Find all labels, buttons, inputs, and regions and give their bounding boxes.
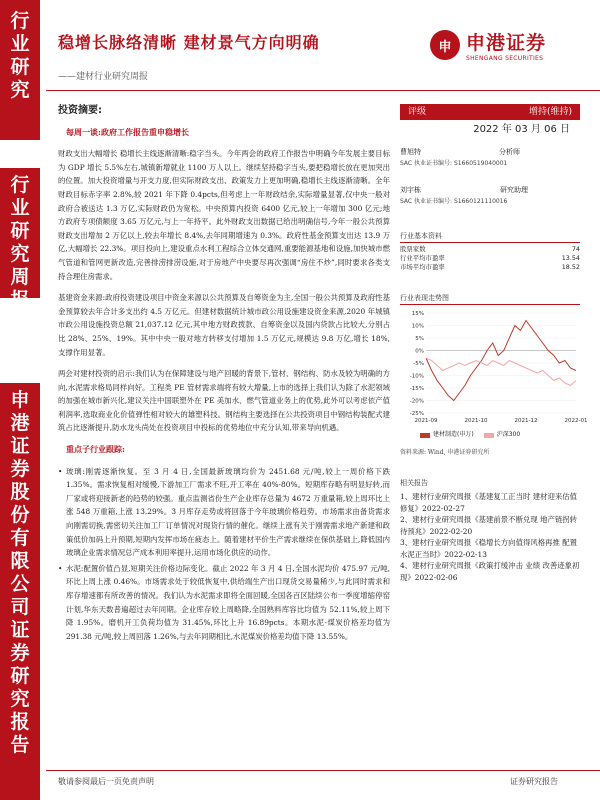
basics-title: 行业基本资料 xyxy=(400,230,580,243)
sidebar-char: 究 xyxy=(10,243,30,265)
sidebar-char: 业 xyxy=(10,197,30,219)
chart-source: 资料来源: Wind, 申港证券研究所 xyxy=(400,449,490,456)
report-subtitle: ——建材行业研究周报 xyxy=(58,72,149,82)
x-tick-label: 2021-10 xyxy=(464,418,488,424)
x-tick-label: 2021-12 xyxy=(514,418,538,424)
sidebar-char: 研 xyxy=(10,665,30,687)
legend-label: 建材制造(申万) xyxy=(433,431,474,438)
sidebar-char: 周 xyxy=(10,266,30,288)
chart-title: 行业表现走势图 xyxy=(400,292,580,305)
header-divider xyxy=(46,90,600,91)
sidebar-char: 司 xyxy=(10,596,30,618)
sidebar-char: 究 xyxy=(10,79,30,101)
footer-divider xyxy=(46,770,600,771)
info-column xyxy=(400,104,588,583)
related-item[interactable]: 4、建材行业研究周报《政策打缓冲击 业绩 改善迹象初现》2022-02-06 xyxy=(400,561,580,582)
sidebar-char: 公 xyxy=(10,573,30,595)
x-tick-label: 2022-01 xyxy=(564,418,588,424)
logo-name-cn: 申港证券 xyxy=(466,32,547,54)
sidebar-char: 股 xyxy=(10,481,30,503)
basics-row: 行业平均市盈率 13.54 xyxy=(400,254,580,262)
summary-paragraph-1: 财政支出大幅增长 稳增长主线逐渐清晰:稳字当头。今年两会的政府工作报告中明确今年发展主要目标为 GDP 增长 5.5%左右,城镇新增就业 1100 万人以上。继续坚持稳字当头,要把稳增长放在更加突出的位置。加大投资增量与开支力度,但实际财政支出、政策发力上更加明确,稳增长主线逐渐清晰。全年财政目标赤字率 2.8%,较 2021 年下降 0.4pcts,但考虑上一年财政结余,实际增量显著,仅中央一般对政府合被送达 1.3 万亿,实际财政仍为宽松。中央预算内投资 6400 亿元,较上一年增加 300 亿元;地方政府专项债额度 3.65 万亿元,与上一年持平。此外财政支出数据已给出明确信号,今年一般公共预算财政支出增加 2 万亿以上,较去年增长 8.4%,去年同期增速为 0.3%。政府性基金预算支出达 13.9 万亿,大幅增长 22.3%。项目投向上,建设重点水利工程综合立体交通网,重要能源基地和设施,加快城市燃气管道和管网更新改造,完善排涝排涝设施,对于房地产中央要尽再次强调“房住不炒”,同时要求各类支持合理住房需求。 xyxy=(58,149,390,281)
y-tick-label: 15% xyxy=(411,311,424,317)
cement-tracking: • 水泥:配置价值凸显,短期关注价格边际变化。截止 2022 年 3 月 4 日,全国水泥均价 475.97 元/吨,环比上周上涨 0.46%。市场需求处于较低恢复中,供给端生产出口现货交易量稀少,与此同时需求和库存增速都有所改善的情况。我们认为水泥需求即将全面回暖,全国各百区陆续公布一季度增缩停窑计划,华东天数普遍超过去年同期。企业库存较上周略降,全国熟料库容比均值为 52.11%,较上周下降 1.95%。磨机开工负荷均值为 31.45%,环比上升 16.89pcts。本期水泥-煤炭价格差均值为 291.38 元/吨,较上周回落 1.26%,与去年同期相比,水泥煤炭价格差均值下降 13.55%。 xyxy=(58,562,390,644)
sidebar-char: 研 xyxy=(10,220,30,242)
legend-label: 沪深300 xyxy=(496,431,521,438)
sidebar-bottom xyxy=(0,383,40,800)
y-tick-label: -25% xyxy=(409,411,424,417)
chart-legend xyxy=(420,429,580,441)
report-type: 证券研究报告 xyxy=(510,777,558,786)
y-tick-label: -15% xyxy=(409,386,424,392)
report-date: 2022 年 03 月 06 日 xyxy=(473,124,570,135)
basics-row: 市场平均市盈率 18.52 xyxy=(400,263,580,271)
analyst-role: 分析师 xyxy=(499,148,520,156)
rating-label: 评级 xyxy=(408,107,427,117)
disclaimer-note: 敬请参阅最后一页免责声明 xyxy=(58,777,154,786)
summary-heading: 投资摘要: xyxy=(58,105,102,116)
sidebar-char: 港 xyxy=(10,412,30,434)
series-line-0 xyxy=(426,321,576,401)
analyst-cert: SAC 执业证书编号: S1660121110016 xyxy=(400,198,508,205)
legend-swatch xyxy=(484,433,494,438)
y-tick-label: 5% xyxy=(415,336,424,342)
sidebar-char: 报 xyxy=(10,289,30,311)
sidebar-char: 行 xyxy=(10,174,30,196)
sidebar-char: 有 xyxy=(10,527,30,549)
analyst-block xyxy=(400,146,580,208)
sidebar-char: 份 xyxy=(10,504,30,526)
y-tick-label: -10% xyxy=(409,373,424,380)
related-item[interactable]: 2、建材行业研究周报《基建前景不断兑现 地产链拐转待预兆》2022-02-20 xyxy=(400,515,578,536)
related-item[interactable]: 3、建材行业研究周报《稳增长方向值得风格再推 配置水泥正当时》2022-02-13 xyxy=(400,538,578,559)
summary-paragraph-3: 两会对建材投资的启示:我们认为在保障建设与地产回暖的背景下,管材、钢结构、防水及较为明确的方向,水泥需求格局同样向好。工程类 PE 管材需求端将有较大增量,上市的选择上我们认为除了水泥领域的加强在城市新兴化,建议关注中国联塑外在 PE 美加水、燃气管道业务上的优势,此外可以考虑依产值利润率,选取商业化价值弹性相对较大的雄塑科技。钢结构主要选择在公共投资项目中钢结构装配式建筑占比逐渐提升,防水龙头尚处在投资项目中投标的优势地位中充分认知,带来导向机遇。 xyxy=(58,369,390,433)
company-logo xyxy=(430,28,546,62)
report-title: 稳增长脉络清晰 建材景气方向明确 xyxy=(58,33,320,52)
industry-track-title: 重点子行业跟踪: xyxy=(66,444,125,455)
related-list xyxy=(400,491,580,583)
sidebar-top xyxy=(0,0,40,140)
rating-value: 增持(维持) xyxy=(528,107,572,117)
summary-paragraph-2: 基建资金来源:政府投资建设项目中资金来源以公共预算及自筹资金为主,全国一般公共预算及政府性基金预算较去年合计多支出约 4.5 万亿元。但建材数据统计城市政公用设施建设资金来源,2020 年城镇市政公用设施投资总额 21,037.12 亿元,其中地方财政拨款、自筹资金以及国内贷款占比较大,分别占比 28%、25%、19%。其中中央一般对地方转移支付增加 1.5 万亿元,规模达 9.8 万亿,增长 18%,支撑作用显著。 xyxy=(58,293,390,357)
summary-column xyxy=(58,104,390,645)
sidebar-char: 报 xyxy=(10,711,30,733)
sidebar-char: 证 xyxy=(10,435,30,457)
sidebar-char: 券 xyxy=(10,642,30,664)
related-title: 相关报告 xyxy=(400,479,428,487)
weekly-point-title: 每周一谈:政府工作报告重申稳增长 xyxy=(66,126,189,137)
y-tick-label: 0% xyxy=(415,348,424,355)
related-item[interactable]: 1、建材行业研究周报《基建复工正当时 建材迎来估值修复》2022-02-27 xyxy=(400,492,578,513)
sidebar-char: 限 xyxy=(10,550,30,572)
analyst-name: 曹旭特 xyxy=(400,148,421,156)
series-line-1 xyxy=(426,358,576,386)
rating-bar xyxy=(400,104,580,120)
analyst-cert: SAC 执业证书编号: S1660519040001 xyxy=(400,160,508,167)
sidebar-char: 究 xyxy=(10,688,30,710)
sidebar-char: 行 xyxy=(10,10,30,32)
sidebar-char: 研 xyxy=(10,56,30,78)
analyst-role: 研究助理 xyxy=(500,186,528,194)
logo-name-en: SHENGANG SECURITIES xyxy=(466,55,544,62)
sidebar-char: 券 xyxy=(10,458,30,480)
sidebar-char: 告 xyxy=(10,734,30,756)
sidebar-char: 证 xyxy=(10,619,30,641)
y-tick-label: 10% xyxy=(411,323,424,330)
analyst-name: 刘宇栋 xyxy=(400,186,421,194)
logo-mark-icon: 申 xyxy=(430,30,460,60)
sidebar-char: 申 xyxy=(10,389,30,411)
sidebar-mid xyxy=(0,168,40,311)
industry-performance-chart xyxy=(400,307,588,425)
sidebar-char: 业 xyxy=(10,33,30,55)
y-tick-label: -20% xyxy=(409,398,424,405)
glass-tracking: • 玻璃:刚需逐渐恢复。至 3 月 4 日,全国最新玻璃均价为 2451.68 元/吨,较上一周价格下跌 1.35%。需求恢复相对缓慢,下游加工厂需求不旺,开工率在 40%-80%。短期库存略有明显好转,而厂家或将迎接新老的趋势的较强。重点监测省份生产企业库存总量为 4672 万重量箱,较上周环比上涨 548 万重箱,上涨 13.29%。3 月库存走势或将回落于今年玻璃价格趋势。市场需求由备货需求向刚需切换,需密切关注加工厂订单情况对现货行情的催化。继续上涨有关于刚需需求地产新建和政策低价加码上升预期,短期内发挥市场在疲态上。随着建材平价生产需求继续在保供基础上,降低国内玻璃企业需求情况总产成本利用率提升,运用市场化供应的动作。 xyxy=(58,465,390,560)
y-tick-label: -5% xyxy=(413,361,424,367)
x-tick-label: 2021-09 xyxy=(414,418,438,424)
legend-swatch xyxy=(420,433,430,438)
basics-row: 股票家数 74 xyxy=(400,245,580,253)
basics-table xyxy=(400,245,580,272)
